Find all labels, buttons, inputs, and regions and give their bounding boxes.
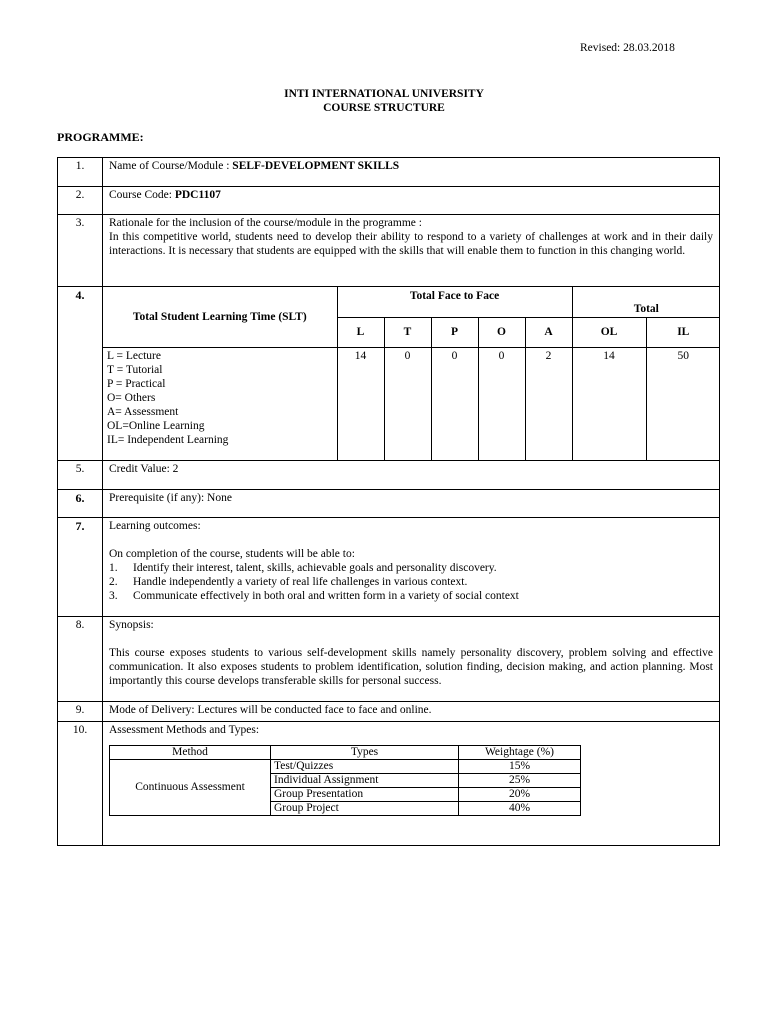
assessment-weight: 40% — [459, 802, 581, 816]
legend-item: L = Lecture — [107, 349, 161, 362]
value-t: 0 — [384, 347, 431, 460]
programme-label: PROGRAMME: — [57, 130, 144, 144]
slt-cell — [103, 287, 720, 461]
assessment-weight: 25% — [459, 774, 581, 788]
row-number: 2. — [58, 187, 103, 215]
face-to-face-header: Total Face to Face — [337, 287, 572, 317]
revised-date: Revised: 28.03.2018 — [580, 42, 675, 54]
slt-table — [103, 287, 720, 460]
rationale-cell — [103, 215, 720, 287]
legend-item: O= Others — [107, 391, 156, 404]
col-header-o: O — [478, 317, 525, 347]
assessment-cell — [103, 722, 720, 846]
table-row — [58, 702, 720, 722]
learning-outcomes-label: Learning outcomes: — [109, 520, 201, 532]
course-code-value: PDC1107 — [174, 189, 221, 201]
course-code-label: Course Code: — [109, 189, 175, 201]
synopsis-text: This course exposes students to various self-development skills namely personality discovery, problem solving and effective communication. It also exposes students to problem identification, solution finding, decision making, and action planning. Most importantly this course develops transferable skills for personal success. — [109, 647, 713, 687]
assessment-weight: 20% — [459, 788, 581, 802]
university-name: INTI INTERNATIONAL UNIVERSITY — [284, 88, 484, 100]
rationale-label: Rationale for the inclusion of the course/module in the programme : — [109, 217, 422, 229]
assessment-method: Continuous Assessment — [110, 760, 271, 816]
table-row — [58, 215, 720, 287]
value-il: 50 — [646, 347, 720, 460]
document-title: COURSE STRUCTURE — [323, 102, 445, 114]
col-header-p: P — [431, 317, 478, 347]
table-row — [58, 187, 720, 215]
prerequisite: Prerequisite (if any): None — [103, 490, 720, 518]
col-header-il: IL — [646, 317, 720, 347]
col-header-ol: OL — [572, 317, 646, 347]
value-a: 2 — [525, 347, 572, 460]
assessment-label: Assessment Methods and Types: — [109, 724, 260, 736]
assessment-type: Group Project — [271, 802, 459, 816]
table-row — [58, 158, 720, 187]
slt-legend — [103, 347, 337, 460]
legend-item: P = Practical — [107, 377, 166, 390]
assessment-type: Group Presentation — [271, 788, 459, 802]
course-name-cell — [103, 158, 720, 187]
col-header-t: T — [384, 317, 431, 347]
row-number: 1. — [58, 158, 103, 187]
assessment-header-types: Types — [271, 746, 459, 760]
legend-item: OL=Online Learning — [107, 419, 205, 432]
synopsis-label: Synopsis: — [109, 619, 154, 631]
course-name-label: Name of Course/Module : — [109, 160, 233, 172]
col-header-a: A — [525, 317, 572, 347]
legend-item: IL= Independent Learning — [107, 433, 229, 446]
assessment-header-method: Method — [110, 746, 271, 760]
course-name-value: SELF-DEVELOPMENT SKILLS — [232, 160, 400, 172]
total-header: Total — [572, 287, 720, 317]
table-row — [58, 287, 720, 461]
course-structure-table — [57, 157, 720, 846]
assessment-table — [109, 745, 581, 816]
row-number: 8. — [58, 617, 103, 702]
row-number: 9. — [58, 702, 103, 722]
list-item: 2. Handle independently a variety of real life challenges in various context. — [109, 576, 468, 588]
learning-outcomes-cell — [103, 518, 720, 617]
synopsis-cell — [103, 617, 720, 702]
col-header-l: L — [337, 317, 384, 347]
credit-value: Credit Value: 2 — [103, 461, 720, 490]
table-row — [58, 490, 720, 518]
assessment-type: Test/Quizzes — [271, 760, 459, 774]
course-code-cell — [103, 187, 720, 215]
value-ol: 14 — [572, 347, 646, 460]
table-row — [58, 722, 720, 846]
assessment-header-weightage: Weightage (%) — [459, 746, 581, 760]
legend-item: T = Tutorial — [107, 363, 163, 376]
value-o: 0 — [478, 347, 525, 460]
row-number: 10. — [58, 722, 103, 846]
document-heading — [0, 87, 768, 115]
list-item: 1. Identify their interest, talent, skills, achievable goals and personality discovery. — [109, 562, 497, 574]
table-row — [58, 461, 720, 490]
assessment-type: Individual Assignment — [271, 774, 459, 788]
row-number: 3. — [58, 215, 103, 287]
legend-item: A= Assessment — [107, 405, 179, 418]
row-number: 5. — [58, 461, 103, 490]
value-l: 14 — [337, 347, 384, 460]
row-number: 7. — [58, 518, 103, 617]
learning-outcomes-intro: On completion of the course, students will be able to: — [109, 548, 355, 560]
slt-title: Total Student Learning Time (SLT) — [103, 287, 337, 347]
table-row — [58, 617, 720, 702]
list-item: 3. Communicate effectively in both oral and written form in a variety of social context — [109, 590, 519, 602]
row-number: 6. — [58, 490, 103, 518]
row-number: 4. — [58, 287, 103, 461]
mode-of-delivery: Mode of Delivery: Lectures will be conducted face to face and online. — [103, 702, 720, 722]
value-p: 0 — [431, 347, 478, 460]
assessment-weight: 15% — [459, 760, 581, 774]
rationale-text: In this competitive world, students need to develop their ability to respond to a variety of challenges at work and in their daily interactions. It is necessary that students are equipped with the skills that will enable them to function in this changing world. — [109, 231, 713, 257]
table-row — [58, 518, 720, 617]
learning-outcomes-list — [109, 561, 713, 603]
